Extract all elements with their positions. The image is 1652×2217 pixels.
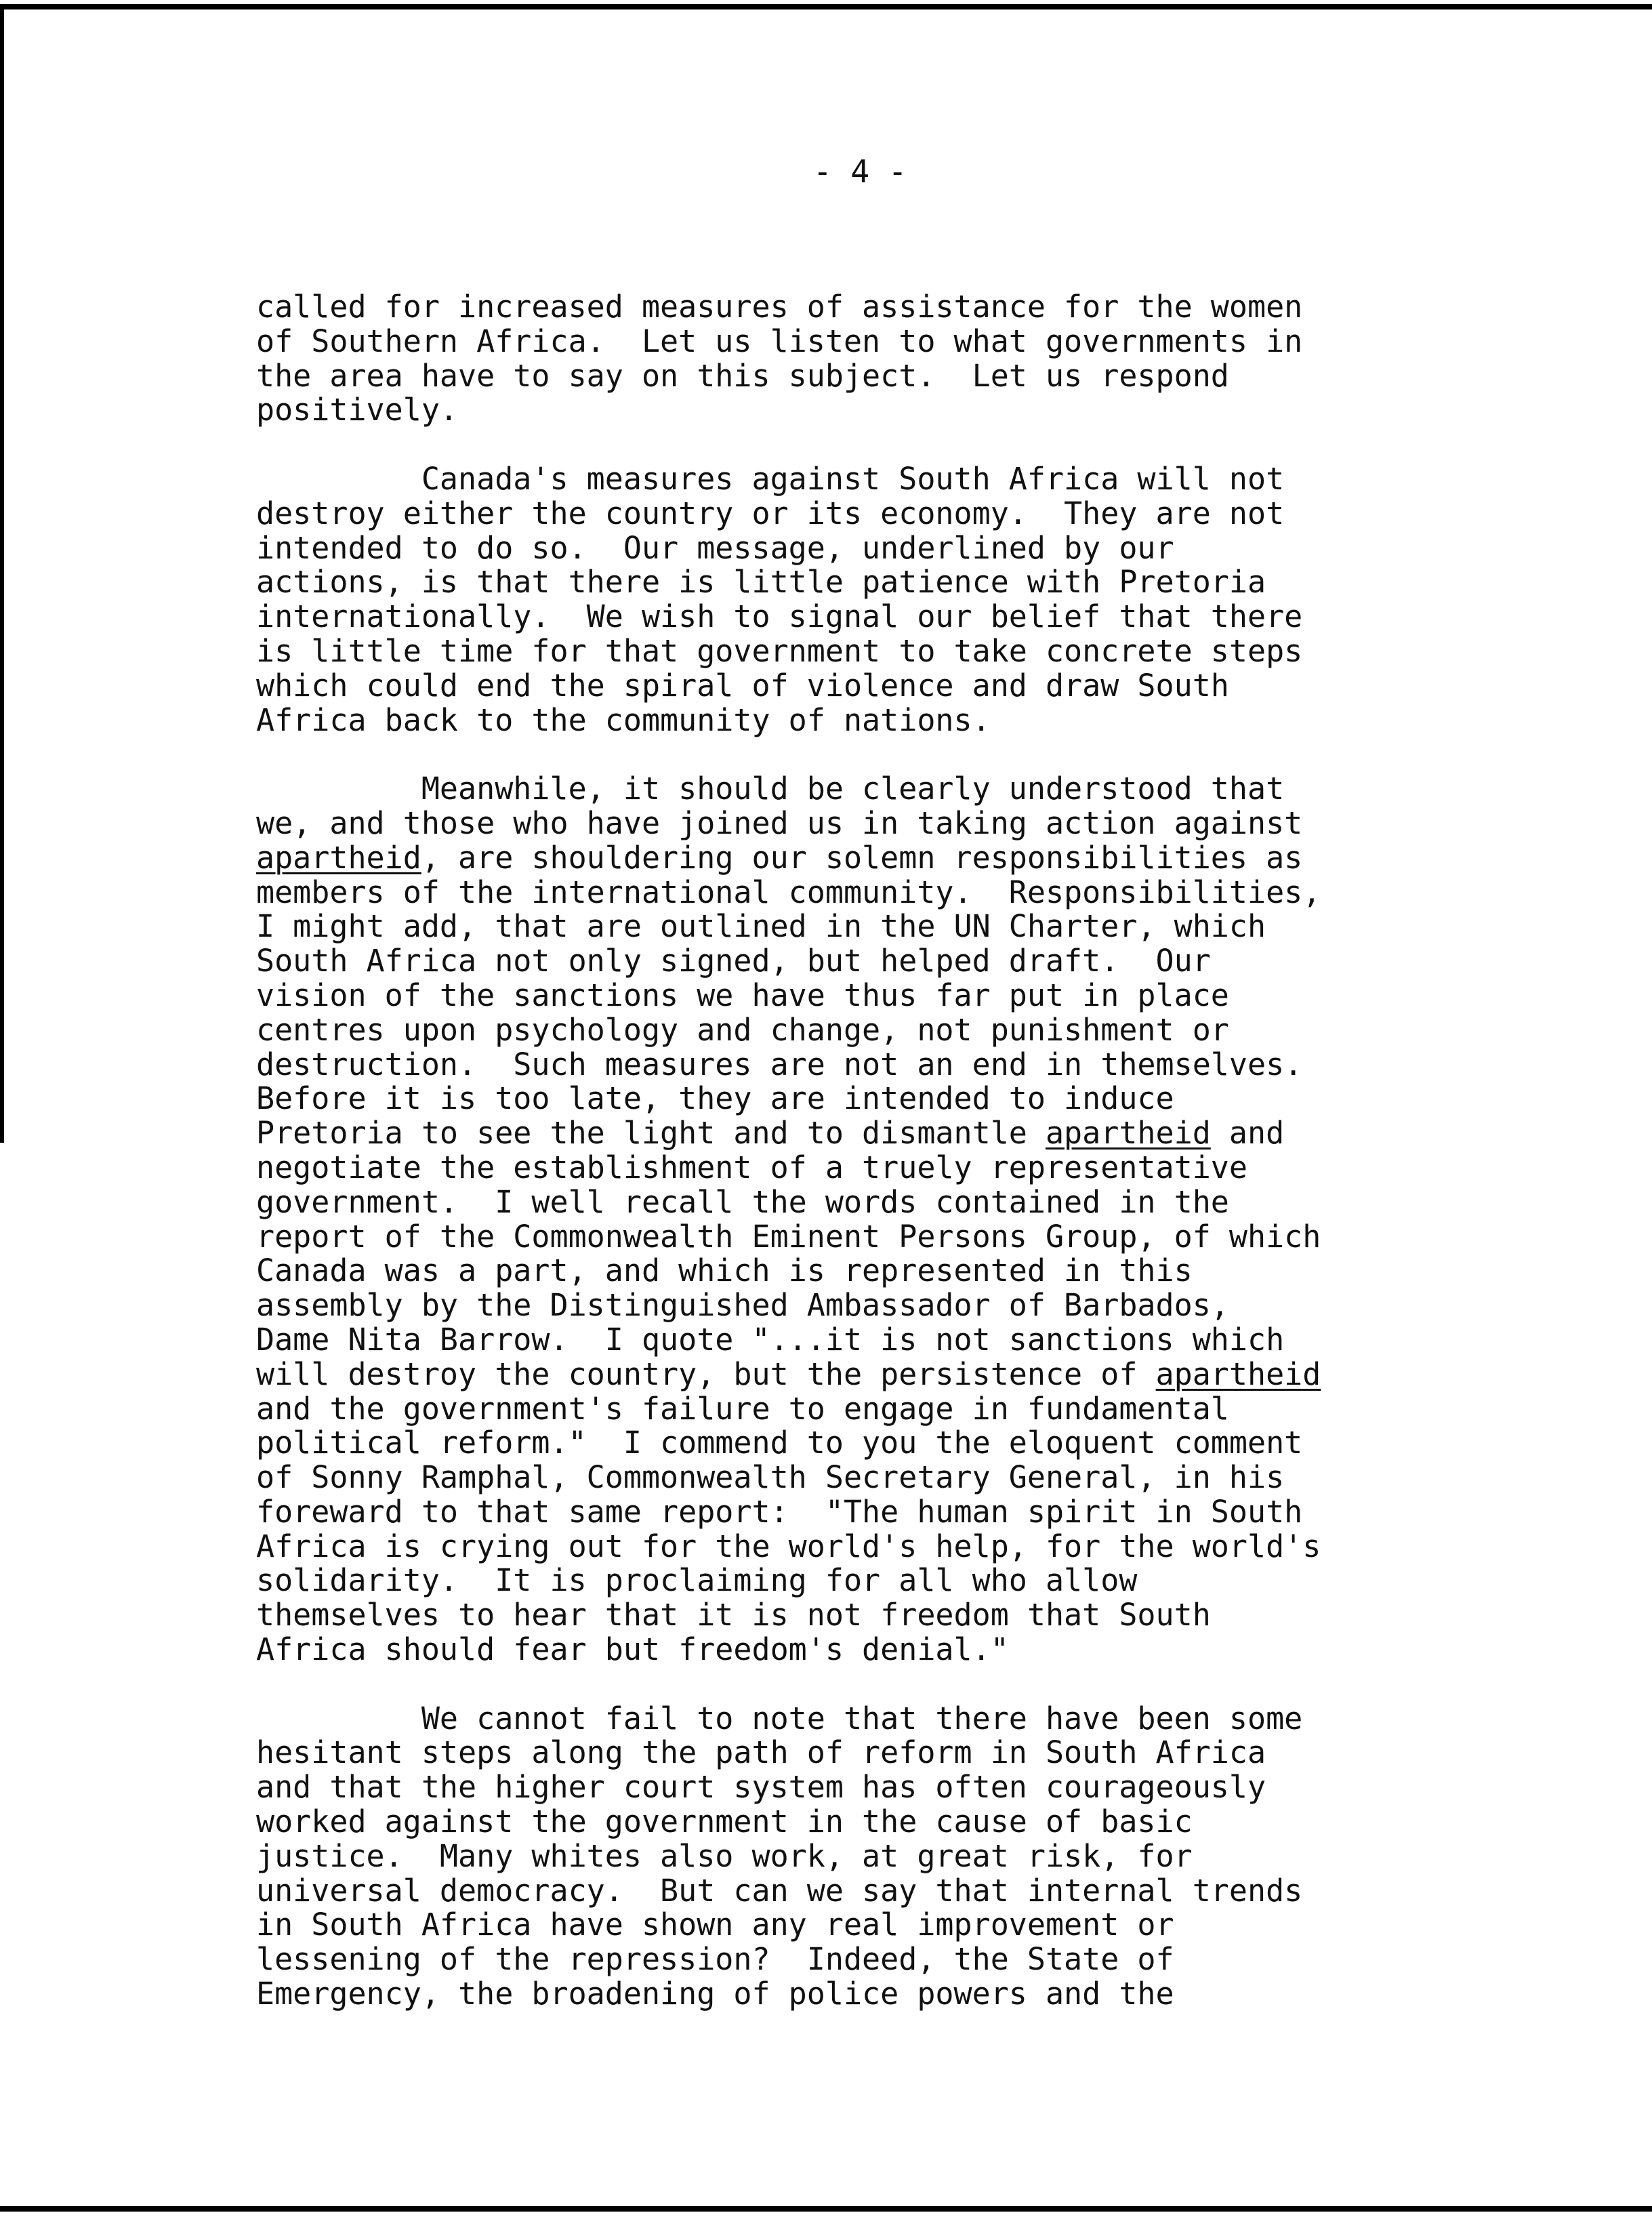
text-line: members of the international community. Responsibilities, [256, 874, 1321, 910]
text-line: centres upon psychology and change, not punishment or [256, 1011, 1229, 1048]
paragraph [256, 462, 1449, 737]
underlined-term: apartheid [1155, 1356, 1321, 1392]
paragraph [256, 1702, 1449, 2012]
page-number: - 4 - [813, 153, 907, 190]
text-line: and that the higher court system has often courageously [256, 1769, 1266, 1806]
text-line: Pretoria to see the light and to dismantle apartheid and [256, 1115, 1285, 1152]
text-line: internationally. We wish to signal our belief that there [256, 598, 1303, 635]
text-line: Canada's measures against South Africa will not [256, 460, 1285, 497]
text-line: the area have to say on this subject. Let us respond [256, 357, 1229, 394]
text-line: actions, is that there is little patience with Pretoria [256, 564, 1266, 601]
text-line: intended to do so. Our message, underlined by our [256, 529, 1174, 566]
text-line: hesitant steps along the path of reform in South Africa [256, 1734, 1266, 1771]
text-line: which could end the spiral of violence and draw South [256, 667, 1229, 704]
text-line: justice. Many whites also work, at great risk, for [256, 1837, 1193, 1874]
text-line: in South Africa have shown any real improvement or [256, 1907, 1174, 1943]
text-line: foreward to that same report: "The human spirit in South [256, 1493, 1303, 1530]
text-line: vision of the sanctions we have thus far put in place [256, 977, 1229, 1013]
scan-top-border [0, 4, 1652, 9]
text-line: Meanwhile, it should be clearly understood that [256, 771, 1285, 807]
text-line: worked against the government in the cause of basic [256, 1804, 1193, 1840]
text-line: of Southern Africa. Let us listen to what governments in [256, 323, 1303, 359]
text-line: will destroy the country, but the persistence of apartheid [256, 1356, 1321, 1392]
text-line: called for increased measures of assistance for the women [256, 289, 1303, 325]
text-line: Canada was a part, and which is represented in this [256, 1253, 1193, 1289]
paragraph [256, 290, 1449, 428]
text-line: we, and those who have joined us in taking action against [256, 805, 1303, 841]
text-line: and the government's failure to engage in fundamental [256, 1390, 1229, 1427]
scan-bottom-border [0, 2206, 1652, 2212]
text-line: lessening of the repression? Indeed, the State of [256, 1941, 1174, 1978]
underlined-term: apartheid [1045, 1115, 1211, 1152]
text-line: of Sonny Ramphal, Commonwealth Secretary General, in his [256, 1459, 1285, 1496]
text-line: We cannot fail to note that there have been some [256, 1700, 1303, 1736]
text-line: destruction. Such measures are not an end in themselves. [256, 1046, 1303, 1082]
text-line: assembly by the Distinguished Ambassador of Barbados, [256, 1287, 1229, 1324]
text-line: political reform." I commend to you the eloquent comment [256, 1425, 1303, 1461]
text-line: is little time for that government to take concrete steps [256, 632, 1303, 669]
text-line: apartheid, are shouldering our solemn responsibilities as [256, 839, 1303, 876]
text-line: Emergency, the broadening of police powers and the [256, 1976, 1174, 2012]
text-line: solidarity. It is proclaiming for all who allow [256, 1562, 1138, 1599]
text-line: South Africa not only signed, but helped draft. Our [256, 943, 1211, 979]
paragraph-gap [256, 1667, 1449, 1702]
text-line: negotiate the establishment of a truely representative [256, 1149, 1247, 1185]
text-line: Africa is crying out for the world's help, for the world's [256, 1528, 1321, 1564]
text-line: positively. [256, 392, 459, 428]
paragraph [256, 772, 1449, 1667]
document-body [256, 290, 1449, 2012]
text-line: Africa back to the community of nations. [256, 701, 991, 738]
text-line: universal democracy. But can we say that internal trends [256, 1872, 1303, 1909]
underlined-term: apartheid [256, 839, 421, 876]
paragraph-gap [256, 737, 1449, 772]
text-line: Africa should fear but freedom's denial." [256, 1631, 1009, 1668]
text-line: report of the Commonwealth Eminent Persons Group, of which [256, 1218, 1321, 1255]
text-line: themselves to hear that it is not freedom that South [256, 1597, 1211, 1633]
text-line: government. I well recall the words contained in the [256, 1183, 1229, 1220]
text-line: I might add, that are outlined in the UN Charter, which [256, 908, 1266, 945]
paragraph-gap [256, 428, 1449, 462]
text-line: Before it is too late, they are intended to induce [256, 1080, 1174, 1117]
scan-left-border [0, 4, 4, 1143]
text-line: destroy either the country or its economy. They are not [256, 495, 1285, 531]
text-line: Dame Nita Barrow. I quote "...it is not sanctions which [256, 1321, 1285, 1358]
